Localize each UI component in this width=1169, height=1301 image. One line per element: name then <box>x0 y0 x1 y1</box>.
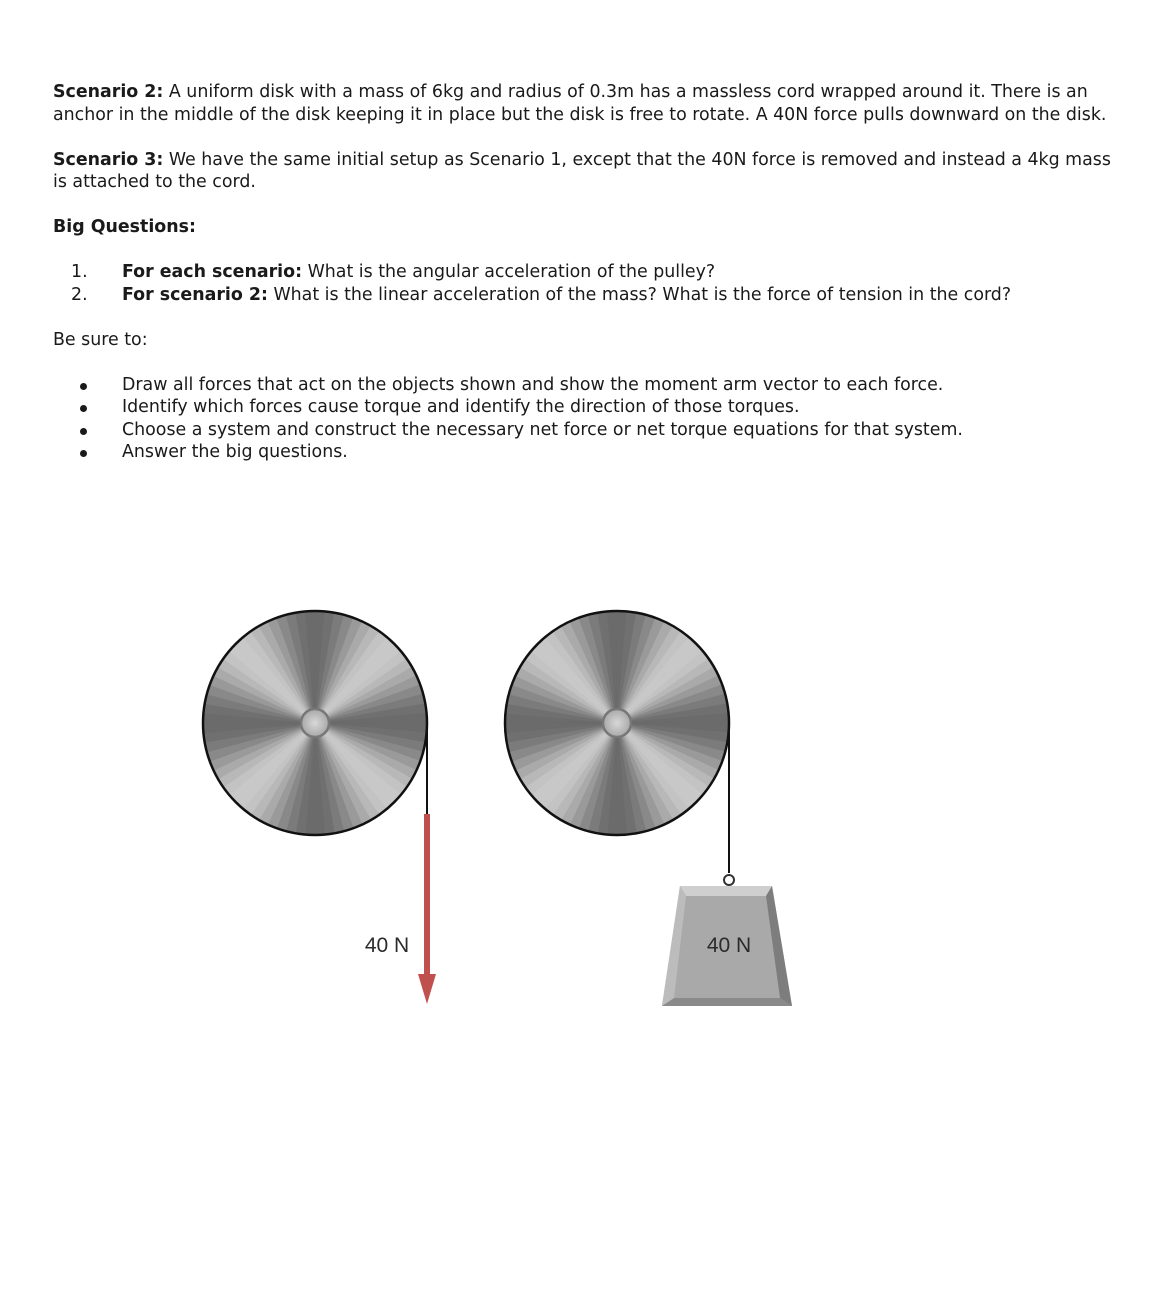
scenario-2-label: Scenario 2: <box>53 82 164 102</box>
list-item <box>53 261 1123 284</box>
pulley-figure <box>190 596 810 1016</box>
bullet-icon <box>80 383 87 390</box>
scenario-3-label: Scenario 3: <box>53 149 164 170</box>
big-questions-list <box>53 261 1123 306</box>
force-arrow-head <box>418 974 436 1004</box>
mass-bottom-bevel <box>662 998 792 1006</box>
question-text: What is the angular acceleration of the pulley? <box>302 262 716 282</box>
force-label: 40 N <box>364 934 410 957</box>
be-sure-intro: Be sure to: <box>53 329 148 350</box>
scenario-3-paragraph <box>53 149 1123 194</box>
list-item-text: Answer the big questions. <box>122 442 348 462</box>
hook-icon <box>724 875 734 885</box>
list-item <box>53 441 1123 464</box>
scenario-3-text: We have the same initial setup as Scenario 1, except that the 40N force is removed and instead a 4kg mass is attached to the cord. <box>53 149 1111 192</box>
question-label: For scenario 2: <box>122 284 268 305</box>
list-number: 2. <box>71 284 88 305</box>
list-item <box>53 284 1123 307</box>
bullet-icon <box>80 428 87 435</box>
list-item-text: Draw all forces that act on the objects shown and show the moment arm vector to each force. <box>122 374 944 395</box>
list-number: 1. <box>71 262 88 282</box>
list-item <box>53 396 1123 419</box>
left-axle-icon <box>301 709 329 737</box>
scenario-2-paragraph <box>53 81 1123 126</box>
list-item <box>53 374 1123 397</box>
list-item-text: Identify which forces cause torque and identify the direction of those torques. <box>122 397 800 417</box>
left-pulley <box>203 611 427 835</box>
list-item-text: Choose a system and construct the necessary net force or net torque equations for that system. <box>122 419 963 440</box>
question-text: What is the linear acceleration of the mass? What is the force of tension in the cord? <box>267 284 1012 305</box>
big-questions-heading: Big Questions: <box>53 217 196 237</box>
document-body <box>53 81 1123 464</box>
hanging-mass <box>662 875 792 1006</box>
mass-top-bevel <box>680 886 772 896</box>
bullet-icon <box>80 450 87 457</box>
right-pulley <box>505 611 729 873</box>
bullet-icon <box>80 405 87 412</box>
right-axle-icon <box>603 709 631 737</box>
pulley-diagram <box>190 596 810 1016</box>
force-arrow <box>365 814 436 1004</box>
be-sure-list <box>53 374 1123 464</box>
question-label: For each scenario: <box>122 262 303 282</box>
list-item <box>53 419 1123 442</box>
scenario-2-text: A uniform disk with a mass of 6kg and radius of 0.3m has a massless cord wrapped around it. There is an anchor in the middle of the disk keeping it in place but the disk is free to rotate. A 40N force pulls downward on the disk. <box>53 82 1107 125</box>
mass-label: 40 N <box>706 934 752 957</box>
force-arrow-shaft <box>424 814 430 976</box>
